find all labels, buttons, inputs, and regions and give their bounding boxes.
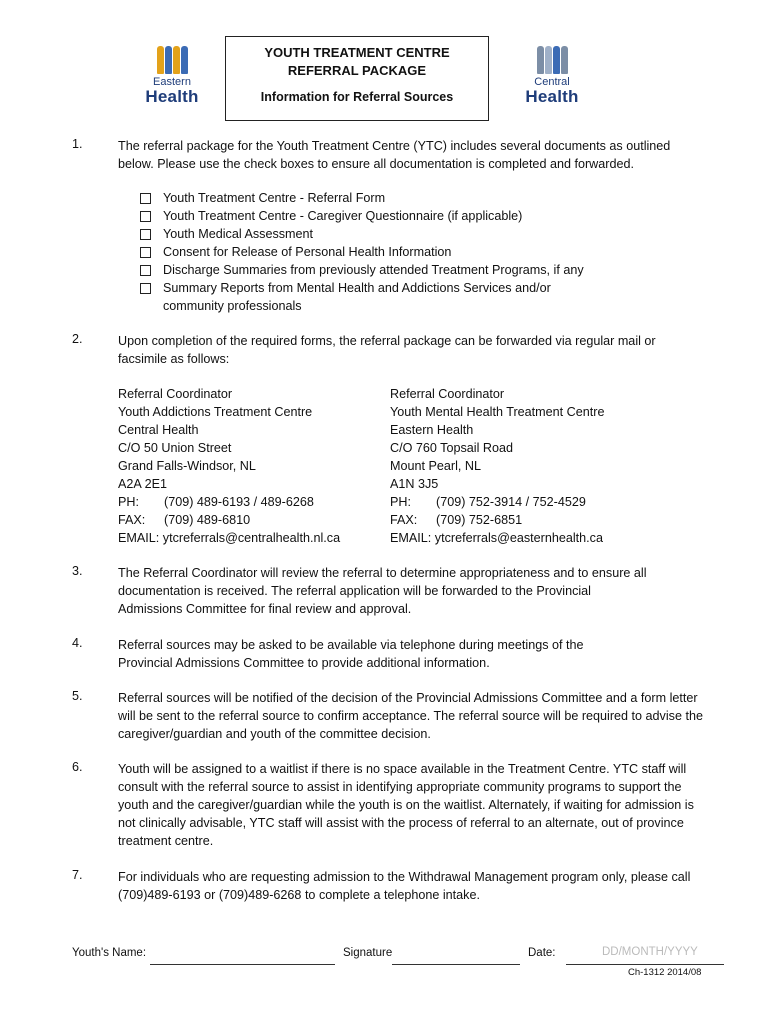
item-text: Referral sources will be notified of the decision of the Provincial Admissions Committee and a form letter will be sent to the referral source to confirm acceptance. The referral source will be required to advise the caregiver/guardian and youth of the committee decision. (118, 691, 703, 741)
document-checklist (140, 189, 584, 315)
item-number: 5. (72, 689, 83, 703)
item-number: 3. (72, 564, 83, 578)
item-number: 7. (72, 868, 83, 882)
document-audience: Information for Referral Sources (260, 90, 454, 104)
item-text: Youth will be assigned to a waitlist if there is no space available in the Treatment Centre. YTC staff will consult with the referral source to assist in identifying appropriate community programs to support the youth and the caregiver/guardian while the youth is on the waitlist. Alternately, if waiting for admission is not clinically advisable, YTC staff will assist with the process of referral to an alternate, out of province treatment centre. (118, 762, 694, 848)
checklist-item[interactable]: Summary Reports from Mental Health and Addictions Services and/or community professionals (140, 279, 583, 315)
checkbox-icon[interactable] (140, 211, 151, 222)
eastern-health-logo: Eastern Health (132, 46, 212, 105)
checkbox-icon[interactable] (140, 283, 151, 294)
item-number: 1. (72, 137, 83, 151)
item-number: 4. (72, 636, 83, 650)
checkbox-icon[interactable] (140, 193, 151, 204)
checkbox-icon[interactable] (140, 247, 151, 258)
checklist-item[interactable]: Youth Medical Assessment (140, 225, 584, 243)
checklist-item[interactable]: Discharge Summaries from previously attended Treatment Programs, if any (140, 261, 584, 279)
address-central-health: Referral Coordinator Youth Addictions Treatment Centre Central Health C/O 50 Union Street Grand Falls-Windsor, NL A2A 2E1 PH: (709) 489-6193 / 489-6268 FAX: (709) 489-6810 EMAIL: ytcreferrals@centralhealth.nl.ca (118, 387, 341, 545)
checkbox-icon[interactable] (140, 229, 151, 240)
item-number: 6. (72, 760, 83, 774)
email-link[interactable]: ytcreferrals@easternhealth.ca (434, 531, 603, 545)
address-eastern-health: Referral Coordinator Youth Mental Health Treatment Centre Eastern Health C/O 760 Topsail Road Mount Pearl, NL A1N 3J5 PH: (709) 752-3914 / 752-4529 FAX: (709) 752-6851 EMAIL: ytcreferrals@easternhealth.ca (390, 387, 605, 545)
form-code: Ch-1312 2014/08 (628, 967, 702, 978)
item-text: The referral package for the Youth Treatment Centre (YTC) includes several documents as outlined below. Please use the check boxes to ensure all documentation is completed and forwarded. (118, 139, 671, 171)
signature-field[interactable] (392, 964, 520, 965)
date-field[interactable] (566, 964, 724, 965)
youth-name-label: Youth's Name: (72, 947, 147, 959)
email-link[interactable]: ytcreferrals@centralhealth.nl.ca (162, 531, 341, 545)
central-health-logo: Central Health (512, 46, 592, 105)
checklist-item[interactable]: Youth Treatment Centre - Caregiver Questionnaire (if applicable) (140, 207, 584, 225)
date-field-placeholder[interactable]: DD/MONTH/YYYY (602, 946, 698, 958)
item-text: Upon completion of the required forms, the referral package can be forwarded via regular mail or facsimile as follows: (118, 334, 656, 366)
item-text: Referral sources may be asked to be available via telephone during meetings of the Provincial Admissions Committee to provide additional information. (118, 638, 584, 670)
document-title: YOUTH TREATMENT CENTRE (264, 45, 450, 60)
eastern-health-emblem-icon (132, 46, 212, 74)
title-box (225, 36, 489, 121)
checkbox-icon[interactable] (140, 265, 151, 276)
item-number: 2. (72, 332, 83, 346)
signature-label: Signature (343, 947, 393, 959)
date-label: Date: (528, 947, 556, 959)
checklist-item[interactable]: Youth Treatment Centre - Referral Form (140, 189, 584, 207)
document-subtitle: REFERRAL PACKAGE (287, 63, 427, 78)
youth-name-field[interactable] (150, 964, 335, 965)
central-health-emblem-icon (512, 46, 592, 74)
item-text: The Referral Coordinator will review the referral to determine appropriateness and to ensure all documentation is received. The referral application will be forwarded to the Provincial Admissions Committee for final review and approval. (118, 566, 647, 616)
item-text: For individuals who are requesting admission to the Withdrawal Management program only, please call (709)489-6193 or (709)489-6268 to complete a telephone intake. (118, 870, 691, 902)
checklist-item[interactable]: Consent for Release of Personal Health Information (140, 243, 584, 261)
